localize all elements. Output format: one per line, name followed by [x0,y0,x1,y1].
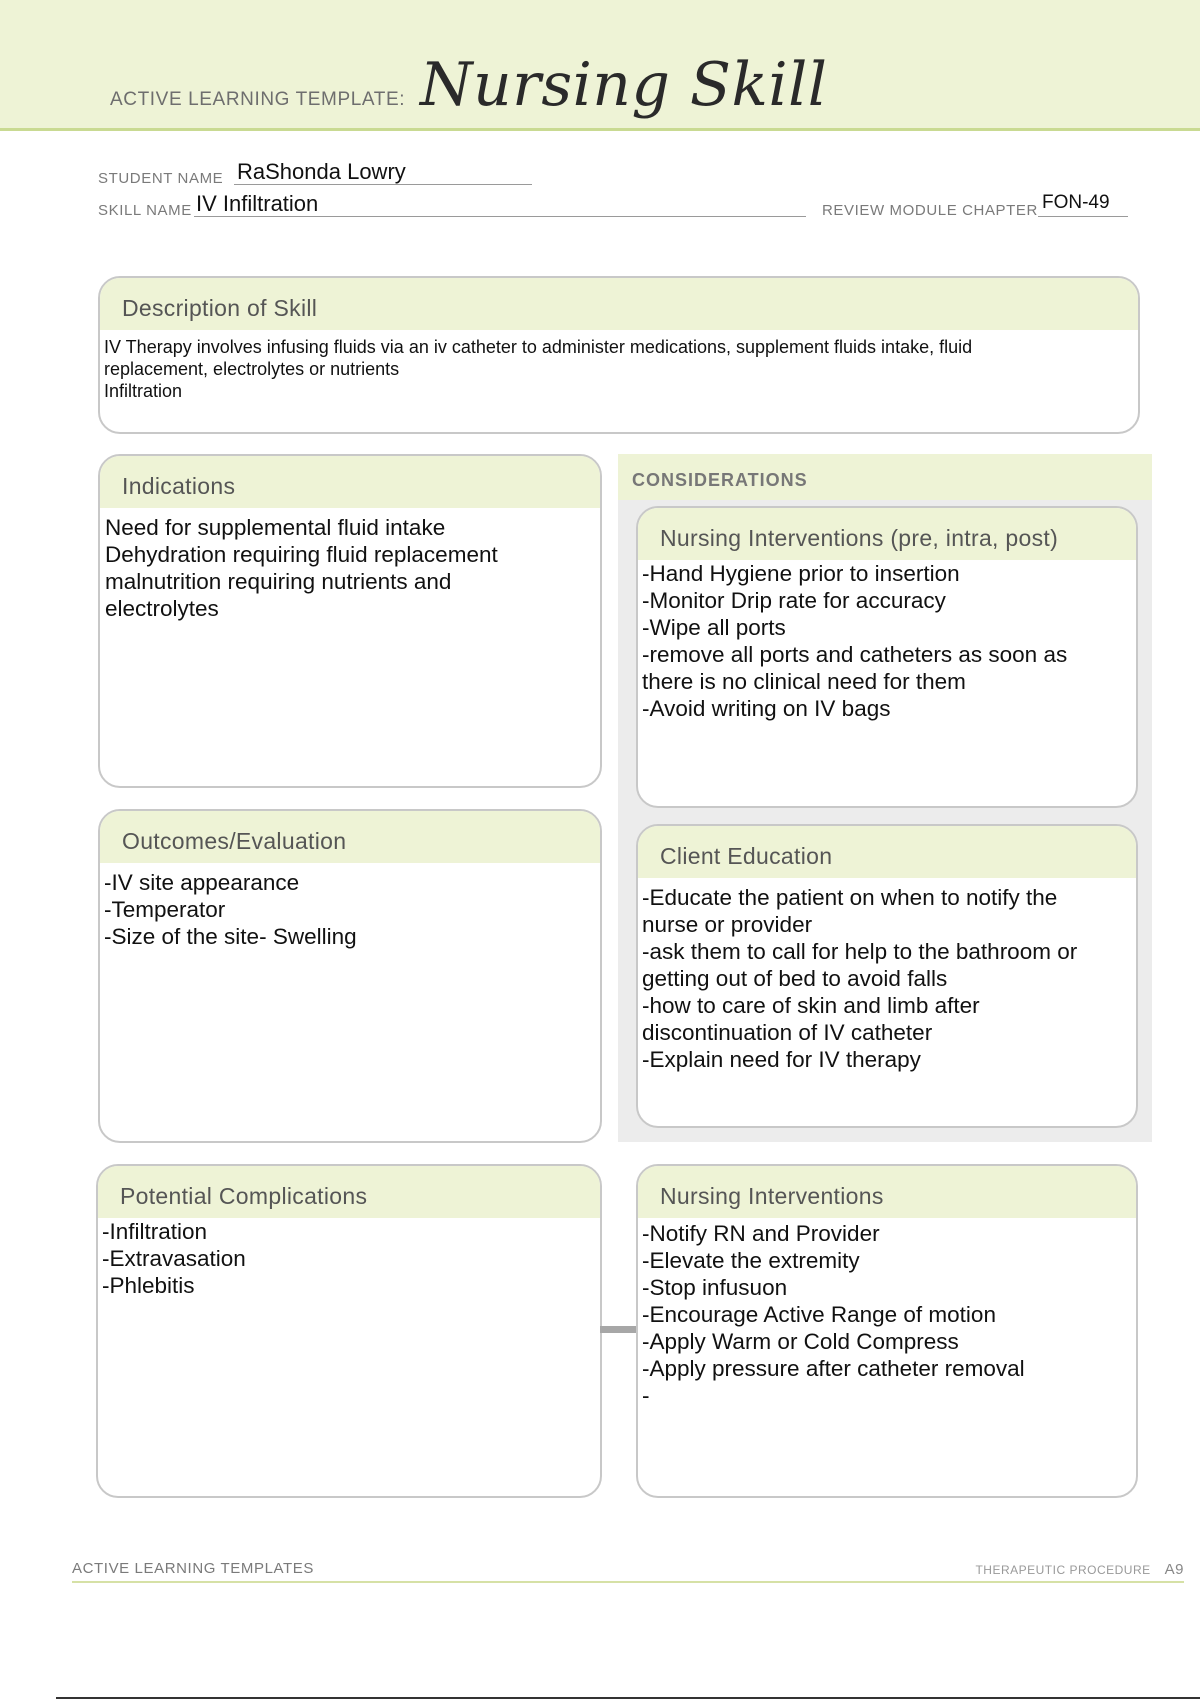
description-line: IV Therapy involves infusing fluids via an iv catheter to administer medications, supplement fluids intake, fluid [104,337,973,357]
nursing-interventions-pip-title: Nursing Interventions (pre, intra, post) [638,508,1136,560]
indications-line: electrolytes [105,596,219,621]
page-title: Nursing Skill [420,50,828,120]
skill-name-label: SKILL NAME [98,202,192,219]
indications-title: Indications [100,456,600,508]
indications-box [98,454,602,788]
connector-line [600,1326,636,1333]
footer-divider [72,1581,1184,1583]
student-name-field[interactable]: RaShonda Lowry [237,159,406,184]
footer-category: THERAPEUTIC PROCEDURE [975,1563,1151,1577]
outcomes-title: Outcomes/Evaluation [100,811,600,863]
nursing-interventions-box [636,1164,1138,1498]
bottom-rule [56,1697,1200,1699]
client-education-line: -Explain need for IV therapy [642,1047,921,1072]
nursing-interventions-pip-line: -Avoid writing on IV bags [642,696,891,721]
description-line: replacement, electrolytes or nutrients [104,359,400,379]
outcomes-line: -Size of the site- Swelling [104,924,357,949]
page-number: A9 [1164,1561,1184,1578]
nursing-interventions-text[interactable] [638,1218,1136,1409]
skill-name-field[interactable]: IV Infiltration [196,191,319,216]
outcomes-line: -Temperator [104,897,226,922]
nursing-interventions-pip-line: -remove all ports and catheters as soon as [642,642,1068,667]
complications-line: -Phlebitis [102,1273,195,1298]
client-education-box [636,824,1138,1128]
nursing-interventions-line: -Notify RN and Provider [642,1221,880,1246]
nursing-interventions-line: -Encourage Active Range of motion [642,1302,996,1327]
indications-line: Dehydration requiring fluid replacement [105,542,498,567]
review-module-field[interactable]: FON-49 [1042,192,1110,213]
nursing-interventions-title: Nursing Interventions [638,1166,1136,1218]
client-education-title: Client Education [638,826,1136,878]
client-education-line: getting out of bed to avoid falls [642,966,948,991]
nursing-interventions-line: -Elevate the extremity [642,1248,860,1273]
nursing-interventions-pip-line: -Hand Hygiene prior to insertion [642,561,960,586]
review-module-label: REVIEW MODULE CHAPTER [822,202,1038,219]
description-text[interactable] [100,330,1138,402]
client-education-line: discontinuation of IV catheter [642,1020,933,1045]
nursing-interventions-pip-text[interactable] [638,560,1136,722]
description-box [98,276,1140,434]
complications-text[interactable] [98,1218,600,1299]
client-education-line: nurse or provider [642,912,813,937]
template-label: ACTIVE LEARNING TEMPLATE: [110,89,406,110]
footer-left-label: ACTIVE LEARNING TEMPLATES [72,1560,314,1577]
outcomes-text[interactable] [100,863,600,950]
description-line: Infiltration [104,381,183,401]
nursing-interventions-line: - [642,1383,650,1408]
complications-line: -Infiltration [102,1219,208,1244]
outcomes-line: -IV site appearance [104,870,300,895]
client-education-text[interactable] [638,878,1136,1073]
client-education-line: -Educate the patient on when to notify the [642,885,1058,910]
nursing-interventions-pip-line: -Monitor Drip rate for accuracy [642,588,946,613]
nursing-interventions-pip-box [636,506,1138,808]
complications-title: Potential Complications [98,1166,600,1218]
client-education-line: -how to care of skin and limb after [642,993,980,1018]
nursing-interventions-pip-line: there is no clinical need for them [642,669,966,694]
nursing-interventions-line: -Apply pressure after catheter removal [642,1356,1025,1381]
nursing-interventions-pip-line: -Wipe all ports [642,615,786,640]
complications-line: -Extravasation [102,1246,246,1271]
nursing-interventions-line: -Apply Warm or Cold Compress [642,1329,959,1354]
review-module-underline [1038,216,1128,217]
outcomes-box [98,809,602,1143]
description-title: Description of Skill [100,278,1138,330]
complications-box [96,1164,602,1498]
student-name-label: STUDENT NAME [98,170,224,187]
footer-right [975,1561,1184,1578]
indications-line: Need for supplemental fluid intake [105,515,446,540]
nursing-interventions-line: -Stop infusuon [642,1275,788,1300]
client-education-line: -ask them to call for help to the bathroom or [642,939,1078,964]
indications-text[interactable] [100,508,600,622]
considerations-label: CONSIDERATIONS [632,470,808,490]
indications-line: malnutrition requiring nutrients and [105,569,452,594]
